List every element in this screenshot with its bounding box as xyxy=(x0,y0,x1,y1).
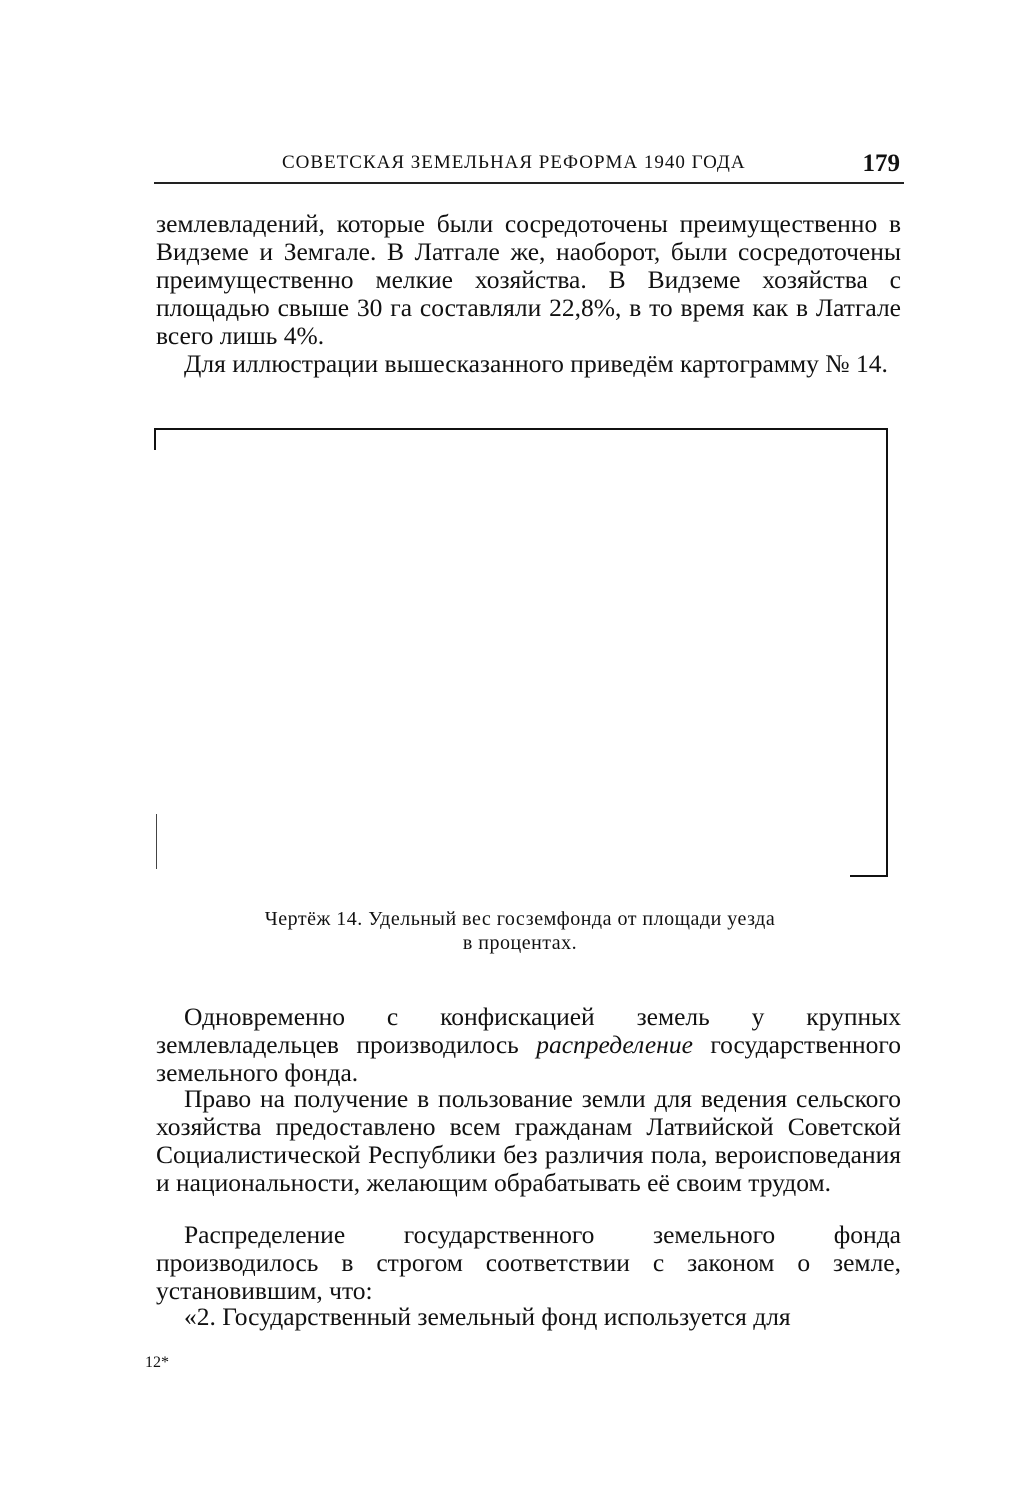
paragraph-1: землевладений, которые были сосредоточены преимущественно в Видземе и Земгале. В Латгале же, наоборот, были сосредоточены преимущественно мелкие хозяйства. В Видземе хозяйства с площадью свыше 30 га составляли 22,8%, в то время как в Латгале всего лишь 4%. xyxy=(156,209,901,350)
paragraph-3 xyxy=(156,1003,901,1087)
paragraph-5: Распределение государственного земельного фонда производилось в строгом соответствии с законом о земле, установившим, что: xyxy=(156,1220,901,1305)
printer-signature: 12* xyxy=(145,1354,169,1371)
paragraph-4: Право на получение в пользование земли для ведения сельского хозяйства предоставлено всем гражданам Латвийской Советской Социалистической Республики без различия пола, вероисповедания и национальности, желающим обрабатывать её своим трудом. xyxy=(156,1084,901,1197)
frame-top-border xyxy=(154,428,888,430)
frame-left-lower-line xyxy=(156,814,157,869)
paragraph-3-text-a: Одновременно с конфискацией земель у крупных землевладельцев производилось xyxy=(156,1002,901,1059)
frame-right-border xyxy=(886,428,888,877)
figure-caption xyxy=(150,907,890,955)
cartogram-frame xyxy=(154,428,888,877)
paragraph-6: «2. Государственный земельный фонд используется для xyxy=(184,1302,791,1331)
frame-bottom-corner xyxy=(850,875,888,877)
paragraph-3-text-b: государственного земельного фонда. xyxy=(156,1030,901,1087)
running-title: СОВЕТСКАЯ ЗЕМЕЛЬНАЯ РЕФОРМА 1940 ГОДА xyxy=(282,152,746,173)
paragraph-2: Для иллюстрации вышесказанного приведём картограмму № 14. xyxy=(184,349,888,378)
running-header xyxy=(154,148,904,184)
caption-line-1: Чертёж 14. Удельный вес госземфонда от площади уезда xyxy=(264,908,776,930)
caption-line-2: в процентах. xyxy=(462,932,578,954)
frame-left-corner xyxy=(154,428,156,450)
paragraph-3-emphasis: распределение xyxy=(536,1030,693,1059)
page-number: 179 xyxy=(862,150,900,177)
